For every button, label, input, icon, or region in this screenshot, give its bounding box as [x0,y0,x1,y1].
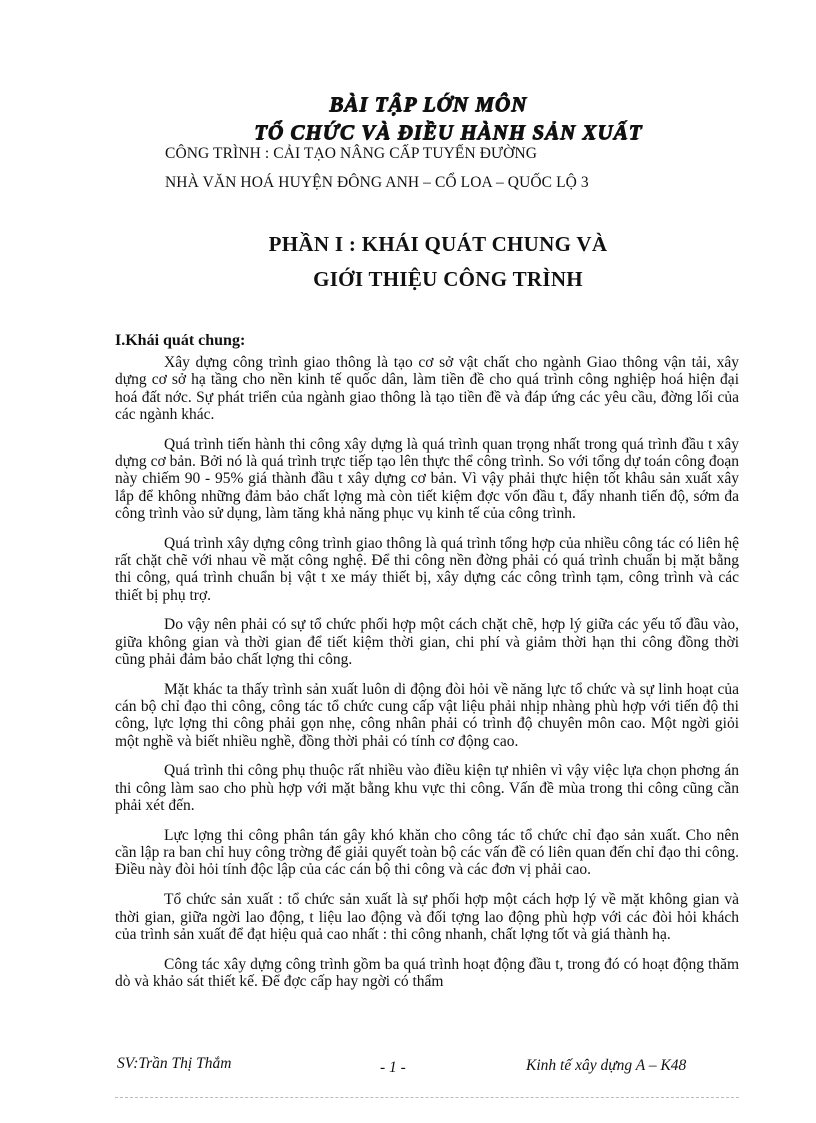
part-title-line2: GIỚI THIỆU CÔNG TRÌNH [313,267,583,291]
paragraph: Quá trình thi công phụ thuộc rất nhiều vào điều kiện tự nhiên vì vậy việc lựa chọn phơng án thi công làm sao cho phù hợp với mặt bằng khu vực thi công. Vấn đề mùa trong thi công cũng cần phải xét đến. [115,762,739,815]
page-footer [0,1053,816,1079]
footer-page-number: - 1 - [380,1059,406,1076]
paragraph: Quá trình tiến hành thi công xây dựng là quá trình quan trọng nhất trong quá trình đầu t xây dựng cơ bản. Bởi nó là quá trình trực tiếp tạo lên thực thể công trình. So với tổng dự toán công đoạn này chiếm 90 - 95% giá thành đầu t xây dựng cơ bản. Vì vậy phải thực hiện tốt khâu sản xuất xây lắp để không những đảm bảo chất lợng mà còn tiết kiệm đợc vốn đầu t, đẩy nhanh tiến độ, sớm đa công trình vào sử dụng, làm tăng khả năng phục vụ kinh tế của công trình. [115,435,739,522]
project-name-line2: NHÀ VĂN HOÁ HUYỆN ĐÔNG ANH – CỔ LOA – QUỐC LỘ 3 [165,174,589,191]
paragraph: Lực lợng thi công phân tán gây khó khăn cho công tác tổ chức chỉ đạo sản xuất. Cho nên cần lập ra ban chỉ huy công trờng để giải quyết toàn bộ các vấn đề có liên quan đến chỉ đạo thi công. Điều này đòi hỏi tính độc lập của các cán bộ thi công và các đơn vị phải cao. [115,826,739,879]
footer-student-name: SV:Trần Thị Thắm [117,1055,232,1072]
part-title-line1: PHẦN I : KHÁI QUÁT CHUNG VÀ [268,232,608,256]
body-text [115,354,739,1003]
footer-divider [115,1097,739,1098]
paragraph: Tổ chức sản xuất : tổ chức sản xuất là sự phối hợp một cách hợp lý về mặt không gian và thời gian, giữa ngời lao động, t liệu lao động và đối tợng lao động phù hợp với các đòi hỏi khách của trình sản xuất để đạt hiệu quả cao nhất : thi công nhanh, chất lợng tốt và giá thành hạ. [115,891,739,943]
paragraph: Công tác xây dựng công trình gồm ba quá trình hoạt động đầu t, trong đó có hoạt động thăm dò và khảo sát thiết kế. Để đợc cấp hay ngời có thẩm [115,955,739,990]
footer-class-name: Kinh tế xây dựng A – K48 [526,1057,687,1074]
paragraph: Xây dựng công trình giao thông là tạo cơ sở vật chất cho ngành Giao thông vận tải, xây dựng cơ sở hạ tầng cho nền kinh tế quốc dân, làm tiền đề cho quá trình công nghiệp hoá hiện đại hoá đất nớc. Sự phát triển của ngành giao thông là tạo tiền đề và đáp ứng các yêu cầu, đờng lối của các ngành khác. [115,354,739,423]
paragraph: Quá trình xây dựng công trình giao thông là quá trình tổng hợp của nhiều công tác có liên hệ rất chặt chẽ với nhau về mặt công nghệ. Để thi công nền đờng phải có quá trình chuẩn bị mặt bằng thi công, quá trình chuẩn bị vật t xe máy thiết bị, xây dựng các công trình tạm, công trình và các thiết bị phụ trợ. [115,534,739,604]
assignment-title: BÀI TẬP LỚN MÔN [329,92,527,116]
section-heading: I.Khái quát chung: [115,332,246,349]
course-title: TỔ CHỨC VÀ ĐIỀU HÀNH SẢN XUẤT [253,120,643,144]
paragraph: Mặt khác ta thấy trình sản xuất luôn di động đòi hỏi về năng lực tổ chức và sự linh hoạt của cán bộ chỉ đạo thi công, công tác tổ chức cung cấp vật liệu phải nhịp nhàng phù hợp với tiến độ thi công, lực lợng thi công phải gọn nhẹ, công nhân phải có trình độ chuyên môn cao. Một ngời giỏi một nghề và biết nhiều nghề, đồng thời phải có tính cơ động cao. [115,680,739,750]
paragraph: Do vậy nên phải có sự tổ chức phối hợp một cách chặt chẽ, hợp lý giữa các yếu tố đầu vào, giữa không gian và thời gian để tiết kiệm thời gian, chi phí và giảm thời hạn thi công đồng thời cũng phải đảm bảo chất lợng thi công. [115,616,739,668]
project-name-line1: CÔNG TRÌNH : CẢI TẠO NÂNG CẤP TUYẾN ĐƯỜNG [165,145,538,162]
